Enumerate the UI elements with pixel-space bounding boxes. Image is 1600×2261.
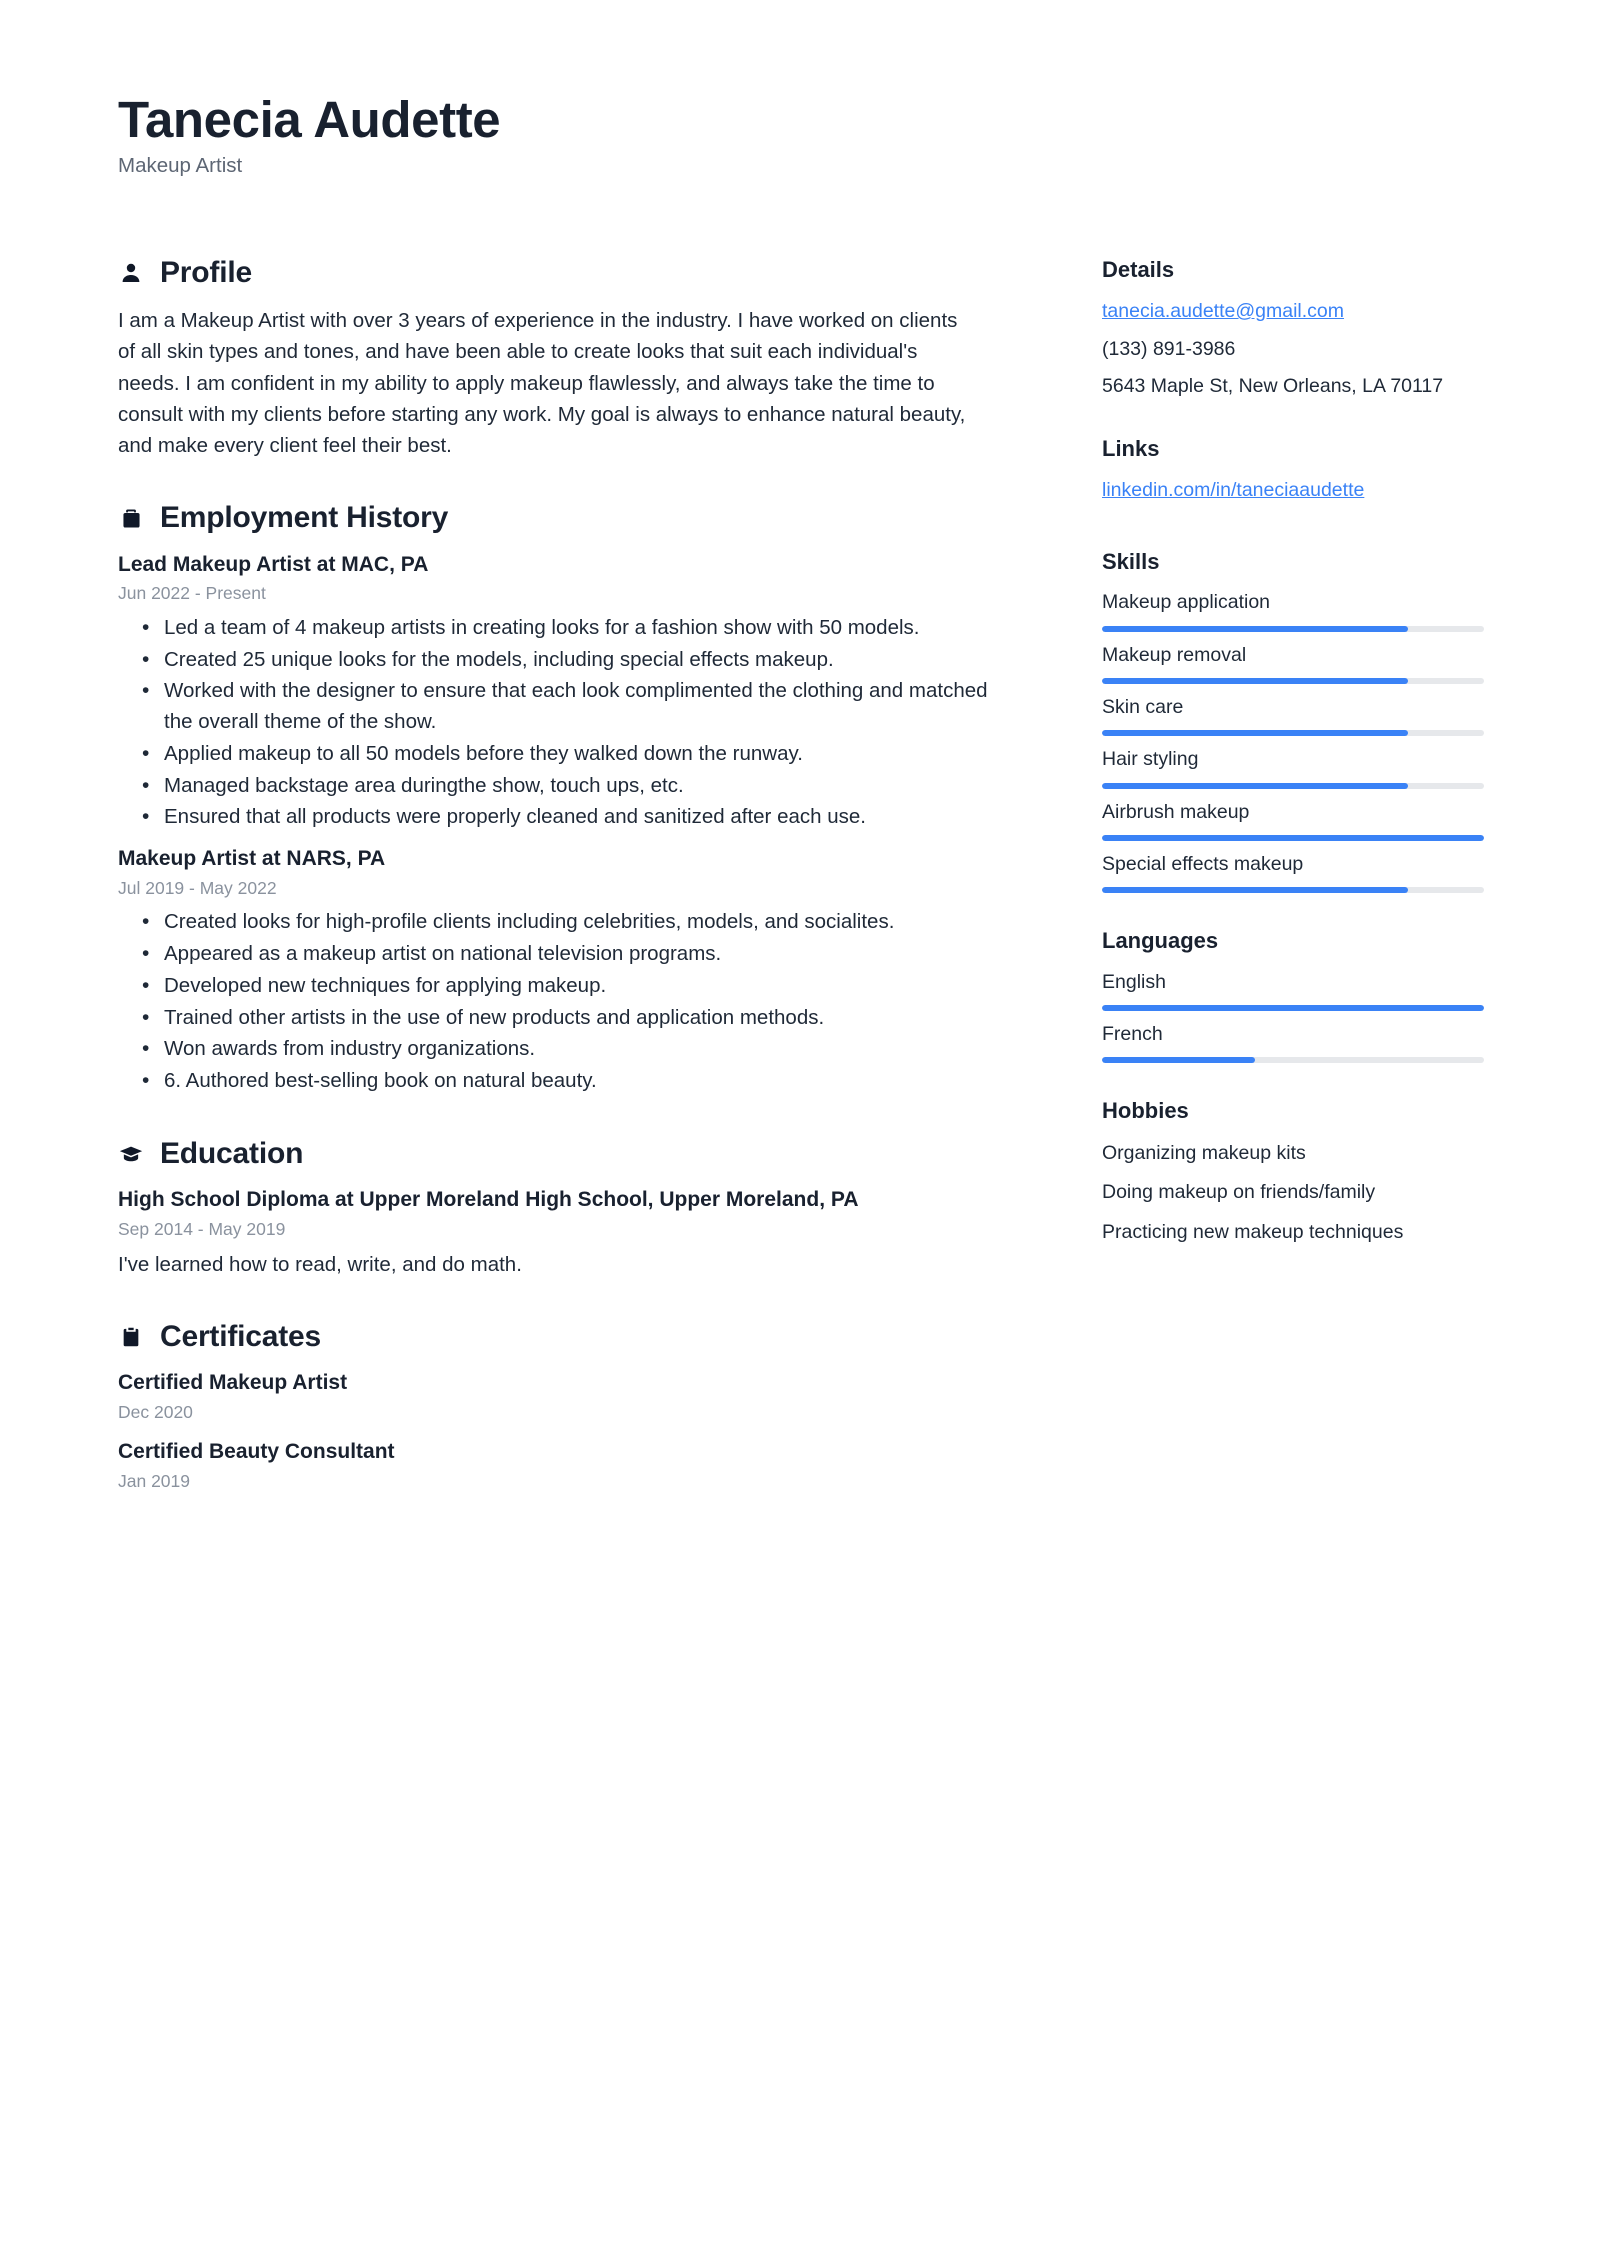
skill-label: Hair styling [1102,748,1199,771]
skill-item [1102,694,1484,736]
linkedin-link[interactable]: linkedin.com/in/taneciaaudette [1102,479,1365,502]
hobby-item: Doing makeup on friends/family [1102,1181,1376,1204]
sidebar-title-details: Details [1102,256,1175,282]
sidebar-column [1102,256,1484,1281]
profile-text: I am a Makeup Artist with over 3 years of experience in the industry. I have worked on clients of all skin types and tones, and have been able to create looks that suit each individual's needs. I am confident in my ability to apply makeup flawlessly, and always take the time to consult with my clients before starting any work. My goal is always to enhance natural beauty, and make every client feel their best. [118,309,966,457]
briefcase-icon [118,505,144,531]
skill-bar-fill [1102,626,1408,632]
hobby-item: Organizing makeup kits [1102,1141,1306,1164]
bullet-item: • Managed backstage area duringthe show, touch ups, etc. [164,771,1004,802]
entry-title: Certified Beauty Consultant [118,1439,395,1463]
address-text: 5643 Maple St, New Orleans, LA 70117 [1102,375,1444,398]
certificate-entry [118,1369,1008,1425]
main-column [118,256,1008,1534]
skill-bar-fill [1102,887,1408,893]
sidebar-title-skills: Skills [1102,548,1160,574]
sidebar-title-links: Links [1102,435,1160,461]
section-header-employment [118,501,1008,536]
language-bar-track [1102,1005,1484,1011]
skill-item [1102,589,1484,631]
skill-label: Makeup removal [1102,643,1247,666]
sidebar-block-languages [1102,927,1484,1063]
skill-bar-track [1102,783,1484,789]
section-title-certificates: Certificates [160,1319,322,1353]
employment-entry [118,551,1008,834]
hobby-item: Practicing new makeup techniques [1102,1220,1404,1243]
bullet-item: • Trained other artists in the use of new products and application methods. [164,1003,1004,1034]
skill-bar-fill [1102,783,1408,789]
entry-description: I've learned how to read, write, and do math. [118,1252,522,1276]
certificate-entry [118,1438,1008,1494]
skill-bar-track [1102,730,1484,736]
skill-item [1102,799,1484,841]
sidebar-block-links [1102,435,1484,514]
page-title: Tanecia Audette [118,91,501,148]
bullet-item: • Led a team of 4 makeup artists in creating looks for a fashion show with 50 models. [164,613,1004,644]
skill-bar-track [1102,835,1484,841]
language-bar-fill [1102,1005,1484,1011]
section-header-profile [118,256,1008,291]
entry-title: High School Diploma at Upper Moreland High School, Upper Moreland, PA [118,1188,859,1212]
section-employment [118,501,1008,1097]
employment-entry [118,845,1008,1097]
sidebar-block-details [1102,256,1484,401]
entry-date: Jan 2019 [118,1470,191,1491]
sidebar-title-hobbies: Hobbies [1102,1098,1189,1124]
entry-title: Certified Makeup Artist [118,1371,348,1395]
language-bar-track [1102,1057,1484,1063]
language-bar-fill [1102,1057,1255,1063]
skill-label: Skin care [1102,695,1184,718]
skill-label: Airbrush makeup [1102,800,1250,823]
bullet-item: • Applied makeup to all 50 models before they walked down the runway. [164,739,1004,770]
entry-bullets [118,613,1008,833]
email-link[interactable]: tanecia.audette@gmail.com [1102,300,1345,323]
entry-title: Lead Makeup Artist at MAC, PA [118,552,429,576]
graduation-cap-icon [118,1141,144,1167]
phone-text: (133) 891-3986 [1102,337,1236,360]
skill-label: Special effects makeup [1102,852,1304,875]
bullet-item: • Worked with the designer to ensure that each look complimented the clothing and matched the overall theme of the show. [164,676,1004,738]
sidebar-block-skills [1102,548,1484,893]
section-header-certificates [118,1320,1008,1355]
language-label: French [1102,1023,1163,1046]
section-profile [118,256,1008,461]
section-education [118,1137,1008,1280]
skill-item [1102,746,1484,788]
employment-entries [118,551,1008,1097]
bullet-item: • Ensured that all products were properly cleaned and sanitized after each use. [164,802,1004,833]
skill-item [1102,642,1484,684]
skill-bar-track [1102,887,1484,893]
bullet-item: • 6. Authored best-selling book on natural beauty. [164,1066,1004,1097]
bullet-item: • Developed new techniques for applying makeup. [164,971,1004,1002]
resume-header [118,92,1482,180]
skill-bar-track [1102,678,1484,684]
section-title-education: Education [160,1136,304,1170]
entry-bullets [118,907,1008,1097]
language-item [1102,1021,1484,1063]
bullet-item: • Won awards from industry organizations. [164,1034,1004,1065]
skill-bar-fill [1102,678,1408,684]
person-icon [118,260,144,286]
skill-label: Makeup application [1102,591,1271,614]
entry-title: Makeup Artist at NARS, PA [118,847,386,871]
language-label: English [1102,970,1166,993]
language-item [1102,969,1484,1011]
section-certificates [118,1320,1008,1494]
skill-bar-fill [1102,835,1484,841]
entry-date: Dec 2020 [118,1402,193,1423]
resume-columns [118,256,1482,1534]
skill-bar-track [1102,626,1484,632]
section-title-employment: Employment History [160,501,449,534]
entry-date: Sep 2014 - May 2019 [118,1219,286,1240]
skill-item [1102,851,1484,893]
clipboard-icon [118,1324,144,1350]
bullet-item: • Created looks for high-profile clients including celebrities, models, and socialites. [164,907,1004,938]
entry-date: Jul 2019 - May 2022 [118,878,277,899]
entry-date: Jun 2022 - Present [118,583,266,604]
section-title-profile: Profile [160,255,252,289]
bullet-item: • Created 25 unique looks for the models, including special effects makeup. [164,645,1004,676]
sidebar-block-hobbies [1102,1097,1484,1246]
section-header-education [118,1137,1008,1172]
education-entry [118,1186,1008,1280]
job-title: Makeup Artist [118,154,243,178]
bullet-item: • Appeared as a makeup artist on national television programs. [164,939,1004,970]
sidebar-title-languages: Languages [1102,928,1219,954]
skill-bar-fill [1102,730,1408,736]
